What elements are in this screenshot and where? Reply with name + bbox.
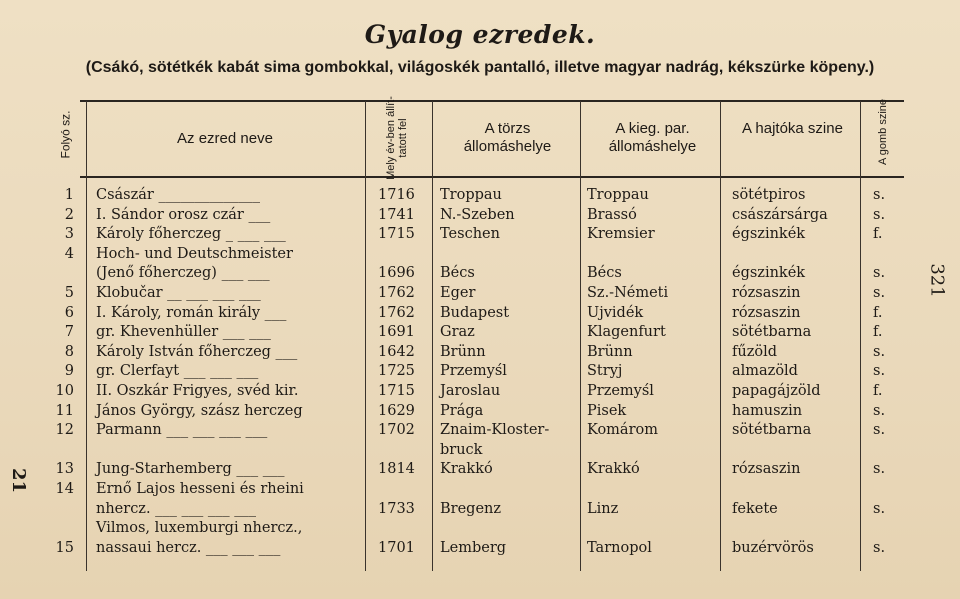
cell-facing: császársárga xyxy=(732,206,828,223)
cell-reserve: Brünn xyxy=(587,343,633,360)
cell-button: s. xyxy=(873,461,886,478)
cell-reserve: Stryj xyxy=(587,363,623,380)
cell-button: f. xyxy=(873,383,883,399)
cell-facing: almazöld xyxy=(732,363,798,380)
cell-hq: Bécs xyxy=(440,265,475,282)
cell-reserve: Troppau xyxy=(587,187,649,203)
page-title: Gyalog ezredek. xyxy=(364,20,596,49)
header-year: Mely év-ben állít-tatott fel xyxy=(385,96,409,180)
cell-reserve: Linz xyxy=(587,500,619,517)
cell-year: 1716 xyxy=(378,187,415,203)
cell-hq: N.-Szeben xyxy=(440,206,515,223)
cell-name: Klobučar __ ___ ___ ___ xyxy=(96,285,261,301)
cell-facing: fekete xyxy=(732,500,778,517)
cell-num: 10 xyxy=(55,383,74,399)
cell-facing: fűzöld xyxy=(732,343,777,360)
cell-reserve: Brassó xyxy=(587,206,637,223)
cell-button: f. xyxy=(873,324,883,341)
cell-reserve: Kremsier xyxy=(587,226,655,243)
cell-year: 1814 xyxy=(378,461,415,478)
cell-year: 1702 xyxy=(378,422,415,439)
cell-hq: Znaim-Kloster- xyxy=(440,422,550,439)
cell-hq: bruck xyxy=(440,441,483,458)
cell-num: 4 xyxy=(64,245,74,262)
cell-name: II. Oszkár Frigyes, svéd kir. xyxy=(96,383,299,399)
cell-name: I. Károly, román király ___ xyxy=(96,304,287,321)
cell-button: f. xyxy=(873,226,883,243)
cell-button: s. xyxy=(873,363,886,380)
cell-button: s. xyxy=(873,422,886,439)
col-divider xyxy=(860,101,861,571)
cell-hq: Eger xyxy=(440,285,476,301)
cell-num: 15 xyxy=(55,539,74,556)
cell-facing: rózsaszin xyxy=(732,285,801,301)
header-num: Folyó sz. xyxy=(58,110,73,159)
page-number-left: 21 xyxy=(8,467,30,494)
cell-num: 13 xyxy=(55,461,74,478)
col-divider xyxy=(365,101,366,571)
header-button: A gomb szine xyxy=(877,98,889,166)
cell-button: s. xyxy=(873,343,886,360)
cell-year: 1725 xyxy=(378,363,415,380)
cell-year: 1741 xyxy=(378,206,415,223)
page-number-right: 321 xyxy=(926,263,948,298)
cell-name: gr. Khevenhüller ___ ___ xyxy=(96,324,271,341)
cell-hq: Bregenz xyxy=(440,500,502,517)
cell-facing: buzérvörös xyxy=(732,539,814,556)
cell-name: nassaui hercz. ___ ___ ___ xyxy=(96,539,281,556)
cell-name: Ernő Lajos hesseni és rheini xyxy=(96,481,304,497)
cell-reserve: Bécs xyxy=(587,265,622,282)
cell-hq: Brünn xyxy=(440,343,486,360)
cell-year: 1733 xyxy=(378,500,415,517)
cell-year: 1762 xyxy=(378,285,415,301)
cell-button: s. xyxy=(873,402,886,419)
cell-facing: sötétbarna xyxy=(732,324,812,341)
cell-reserve: Komárom xyxy=(587,422,658,439)
cell-year: 1691 xyxy=(378,324,415,341)
cell-name: gr. Clerfayt ___ ___ ___ xyxy=(96,363,259,380)
cell-button: s. xyxy=(873,265,886,282)
cell-reserve: Klagenfurt xyxy=(587,324,666,341)
cell-year: 1715 xyxy=(378,383,415,399)
cell-name: nhercz. ___ ___ ___ ___ xyxy=(96,500,256,517)
cell-hq: Prága xyxy=(440,402,484,419)
cell-num: 1 xyxy=(64,187,74,203)
cell-hq: Troppau xyxy=(440,187,502,203)
cell-num: 3 xyxy=(64,226,74,243)
col-divider xyxy=(432,101,433,571)
cell-num: 6 xyxy=(64,304,74,321)
cell-facing: égszinkék xyxy=(732,265,806,282)
header-name: Az ezred neve xyxy=(177,130,273,147)
table-top-rule xyxy=(80,100,904,102)
col-divider xyxy=(720,101,721,571)
cell-name: I. Sándor orosz czár ___ xyxy=(96,206,271,223)
cell-name: (Jenő főherczeg) ___ ___ xyxy=(96,265,270,282)
cell-hq: Krakkó xyxy=(440,461,493,478)
cell-name: Károly főherczeg _ ___ ___ xyxy=(96,226,286,243)
header-reserve: A kieg. par. állomáshelye xyxy=(608,120,697,155)
cell-facing: sötétbarna xyxy=(732,422,812,439)
cell-reserve: Pisek xyxy=(587,402,627,419)
cell-hq: Graz xyxy=(440,324,475,341)
cell-facing: rózsaszin xyxy=(732,304,801,321)
cell-button: s. xyxy=(873,500,886,517)
cell-year: 1642 xyxy=(378,343,415,360)
cell-reserve: Sz.-Németi xyxy=(587,285,669,301)
cell-name: Jung-Starhemberg ___ ___ xyxy=(96,461,285,478)
cell-reserve: Przemyśl xyxy=(587,383,654,399)
cell-num: 2 xyxy=(64,206,74,223)
cell-facing: rózsaszin xyxy=(732,461,801,478)
cell-year: 1715 xyxy=(378,226,415,243)
cell-num: 8 xyxy=(64,343,74,360)
cell-button: s. xyxy=(873,206,886,223)
cell-hq: Jaroslau xyxy=(440,383,501,399)
cell-reserve: Krakkó xyxy=(587,461,640,478)
header-facing: A hajtóka szine xyxy=(742,120,843,137)
col-divider xyxy=(86,101,87,571)
cell-num: 11 xyxy=(55,402,74,419)
cell-name: Császár ______________ xyxy=(96,187,260,203)
cell-hq: Teschen xyxy=(440,226,500,243)
cell-num: 9 xyxy=(64,363,74,380)
cell-year: 1762 xyxy=(378,304,415,321)
cell-name: János György, szász herczeg xyxy=(96,402,303,419)
cell-button: s. xyxy=(873,539,886,556)
cell-num: 14 xyxy=(55,481,74,497)
cell-facing: sötétpiros xyxy=(732,187,806,203)
cell-num: 7 xyxy=(64,324,74,341)
cell-name: Hoch- und Deutschmeister xyxy=(96,245,293,262)
cell-hq: Przemyśl xyxy=(440,363,507,380)
cell-year: 1701 xyxy=(378,539,415,556)
cell-button: f. xyxy=(873,304,883,321)
cell-num: 12 xyxy=(55,422,74,439)
cell-hq: Budapest xyxy=(440,304,510,321)
cell-name: Vilmos, luxemburgi nhercz., xyxy=(96,520,303,537)
table-header-rule xyxy=(80,176,904,178)
cell-year: 1696 xyxy=(378,265,415,282)
cell-facing: hamuszin xyxy=(732,402,803,419)
cell-facing: papagájzöld xyxy=(732,383,821,399)
cell-reserve: Tarnopol xyxy=(587,539,652,556)
col-divider xyxy=(580,101,581,571)
header-hq: A törzs állomáshelye xyxy=(463,120,552,155)
cell-hq: Lemberg xyxy=(440,539,507,556)
cell-button: s. xyxy=(873,285,886,301)
cell-num: 5 xyxy=(64,285,74,301)
cell-name: Károly István főherczeg ___ xyxy=(96,343,298,360)
cell-button: s. xyxy=(873,187,886,203)
cell-name: Parmann ___ ___ ___ ___ xyxy=(96,422,268,439)
cell-facing: égszinkék xyxy=(732,226,806,243)
page-subtitle: (Csákó, sötétkék kabát sima gombokkal, világoskék pantalló, illetve magyar nadrág, kékszürke köpeny.) xyxy=(85,59,875,76)
cell-reserve: Ujvidék xyxy=(587,304,644,321)
cell-year: 1629 xyxy=(378,402,415,419)
